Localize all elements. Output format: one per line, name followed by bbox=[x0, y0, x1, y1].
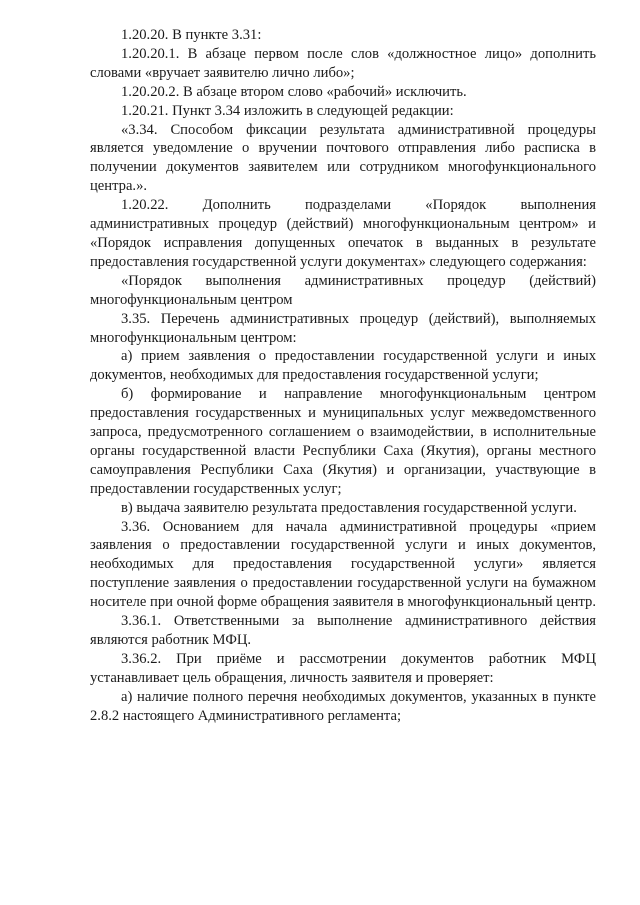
paragraph: 1.20.22. Дополнить подразделами «Порядок выполнения административных процедур (действий) многофункциональным центром» и «Порядок исправления допущенных опечаток в выданных в результате предоставления государственной услуги документах» следующего содержания: bbox=[90, 197, 596, 270]
paragraph: 3.35. Перечень административных процедур (действий), выполняемых многофункциональным центром: bbox=[90, 310, 596, 346]
paragraph: «Порядок выполнения административных процедур (действий) многофункциональным центром bbox=[90, 272, 596, 308]
paragraph: 3.36.2. При приёме и рассмотрении документов работник МФЦ устанавливает цель обращения, личность заявителя и проверяет: bbox=[90, 650, 596, 686]
paragraph: а) наличие полного перечня необходимых документов, указанных в пункте 2.8.2 настоящего Административного регламента; bbox=[90, 688, 596, 724]
paragraph: 3.36. Основанием для начала административной процедуры «прием заявления о предоставлении государственной услуги и иных документов, необходимых для предоставления государственной услуги» является поступление заявления о предоставлении государственной услуги на бумажном носителе при очной форме обращения заявителя в многофункциональный центр. bbox=[90, 518, 596, 611]
paragraph: 3.36.1. Ответственными за выполнение административного действия являются работник МФЦ. bbox=[90, 613, 596, 648]
paragraph: 1.20.20. В пункте 3.31: bbox=[121, 27, 262, 43]
paragraph: 1.20.20.1. В абзаце первом после слов «должностное лицо» дополнить словами «вручает заявителю лично либо»; bbox=[90, 45, 596, 81]
paragraph: в) выдача заявителю результата предоставления государственной услуги. bbox=[121, 499, 577, 516]
paragraph: 1.20.20.2. В абзаце втором слово «рабочий» исключить. bbox=[121, 83, 467, 100]
paragraph: б) формирование и направление многофункциональным центром предоставления государственных и муниципальных услуг межведомственного запроса, предусмотренного соглашением о взаимодействии, в исполнительные органы государственной власти Республики Саха (Якутия), органы местного самоуправления Республики Саха (Якутия) и организации, участвующие в предоставлении государственных услуг; bbox=[90, 386, 596, 497]
paragraph: «3.34. Способом фиксации результата административной процедуры является уведомление о вручении почтового отправления либо расписка в получении документов заявителем или сотрудником многофункционального центра.». bbox=[90, 121, 596, 195]
paragraph: а) прием заявления о предоставлении государственной услуги и иных документов, необходимых для предоставления государственной услуги; bbox=[90, 348, 596, 384]
document-body bbox=[90, 26, 596, 726]
paragraph: 1.20.21. Пункт 3.34 изложить в следующей редакции: bbox=[121, 102, 454, 119]
